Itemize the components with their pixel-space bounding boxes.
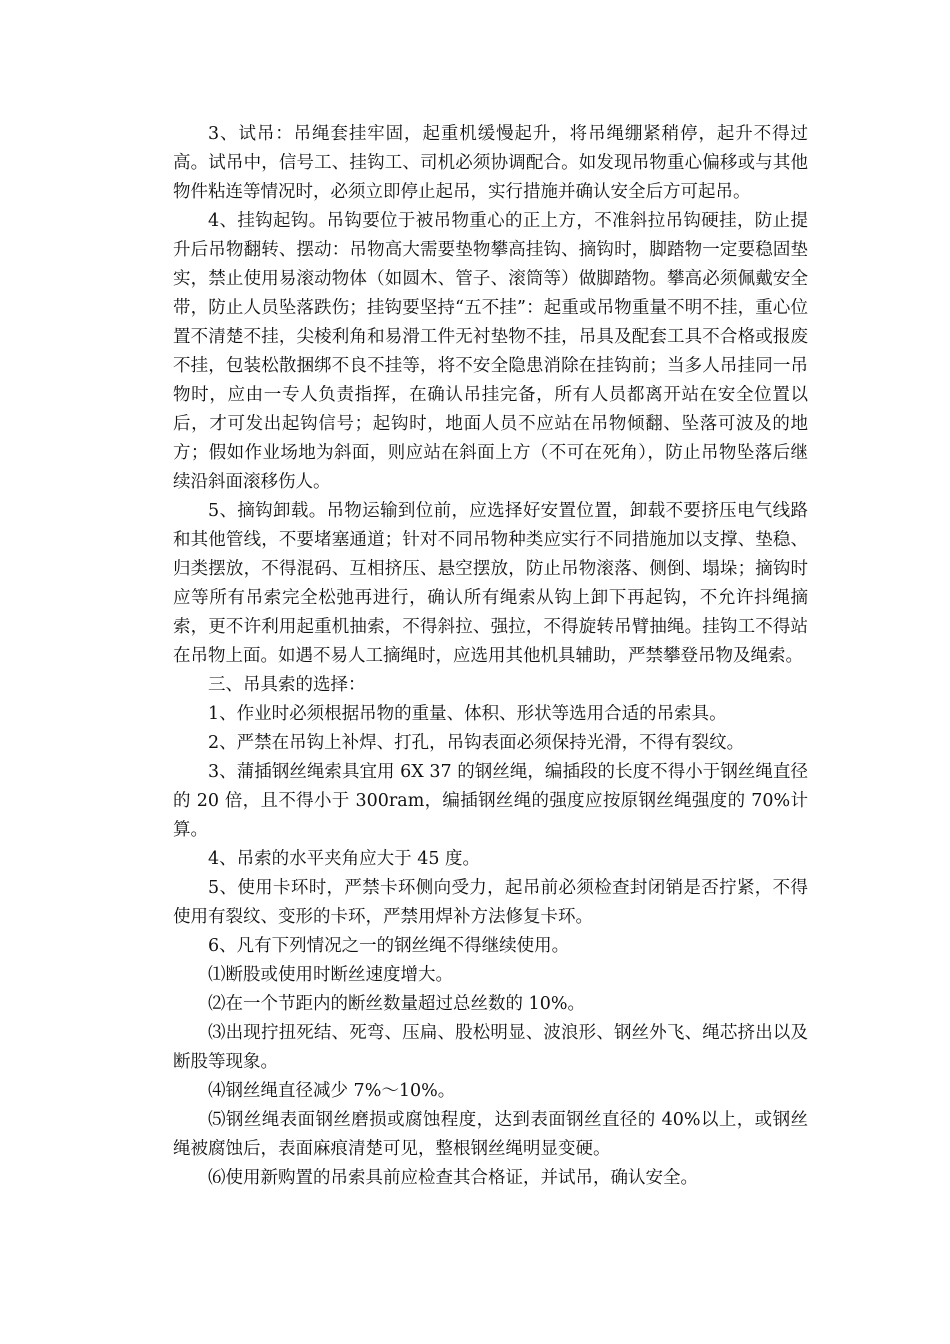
sub-item-4: ⑷钢丝绳直径减少 7%～10%。 — [208, 1081, 456, 1101]
section-heading-rigging-selection: 三、吊具索的选择： — [208, 675, 366, 695]
sub-item-1: ⑴断股或使用时断丝速度增大。 — [208, 965, 453, 985]
paragraph-unhooking: 5、摘钩卸载。吊物运输到位前，应选择好安置位置，卸载不要挤压电气线路和其他管线，不要堵塞通道；针对不同吊物种类应实行不同措施加以支撑、垫稳、归类摆放，不得混码、互相挤压、悬空摆放，防止吊物滚落、侧倒、塌垛；摘钩时应等所有吊索完全松弛再进行，确认所有绳索从钩上卸下再起钩，不允许抖绳摘索，更不许利用起重机抽索，不得斜拉、强拉，不得旋转吊臂抽绳。挂钩工不得站在吊物上面。如遇不易人工摘绳时，应选用其他机具辅助，严禁攀登吊物及绳索。 — [173, 501, 808, 666]
paragraph-item-6: 6、凡有下列情况之一的钢丝绳不得继续使用。 — [208, 936, 570, 956]
sub-item-2: ⑵在一个节距内的断丝数量超过总丝数的 10%。 — [208, 994, 585, 1014]
paragraph-item-1: 1、作业时必须根据吊物的重量、体积、形状等选用合适的吊索具。 — [208, 704, 727, 724]
sub-item-5: ⑸钢丝绳表面钢丝磨损或腐蚀程度，达到表面钢丝直径的 40%以上，或钢丝绳被腐蚀后，表面麻痕清楚可见，整根钢丝绳明显变硬。 — [173, 1110, 808, 1159]
paragraph-hooking: 4、挂钩起钩。吊钩要位于被吊物重心的正上方，不准斜拉吊钩硬挂，防止提升后吊物翻转、摆动：吊物高大需要垫物攀高挂钩、摘钩时，脚踏物一定要稳固垫实，禁止使用易滚动物体（如圆木、管子、滚筒等）做脚踏物。攀高必须佩戴安全带，防止人员坠落跌伤；挂钩要坚持“五不挂”：起重或吊物重量不明不挂，重心位置不清楚不挂，尖棱利角和易滑工件无衬垫物不挂，吊具及配套工具不合格或报废不挂，包装松散捆绑不良不挂等，将不安全隐患消除在挂钩前；当多人吊挂同一吊物时，应由一专人负责指挥，在确认吊挂完备，所有人员都离开站在安全位置以后，才可发出起钩信号；起钩时，地面人员不应站在吊物倾翻、坠落可波及的地方；假如作业场地为斜面，则应站在斜面上方（不可在死角），防止吊物坠落后继续沿斜面滚移伤人。 — [173, 211, 808, 492]
paragraph-item-2: 2、严禁在吊钩上补焊、打孔，吊钩表面必须保持光滑，不得有裂纹。 — [208, 733, 745, 753]
sub-item-6: ⑹使用新购置的吊索具前应检查其合格证，并试吊，确认安全。 — [208, 1168, 698, 1188]
sub-item-3: ⑶出现拧扭死结、死弯、压扁、股松明显、波浪形、钢丝外飞、绳芯挤出以及断股等现象。 — [173, 1023, 808, 1072]
paragraph-item-3: 3、蒲插钢丝绳索具宜用 6X 37 的钢丝绳，编插段的长度不得小于钢丝绳直径的 20 倍，且不得小于 300ram，编插钢丝绳的强度应按原钢丝绳强度的 70%计算。 — [173, 762, 808, 840]
paragraph-item-4: 4、吊索的水平夹角应大于 45 度。 — [208, 849, 481, 869]
document-body — [173, 120, 808, 1193]
paragraph-trial-lift: 3、试吊：吊绳套挂牢固，起重机缓慢起升，将吊绳绷紧稍停，起升不得过高。试吊中，信号工、挂钩工、司机必须协调配合。如发现吊物重心偏移或与其他物件粘连等情况时，必须立即停止起吊，实行措施并确认安全后方可起吊。 — [173, 124, 808, 202]
paragraph-item-5: 5、使用卡环时，严禁卡环侧向受力，起吊前必须检查封闭销是否拧紧，不得使用有裂纹、变形的卡环，严禁用焊补方法修复卡环。 — [173, 878, 808, 927]
